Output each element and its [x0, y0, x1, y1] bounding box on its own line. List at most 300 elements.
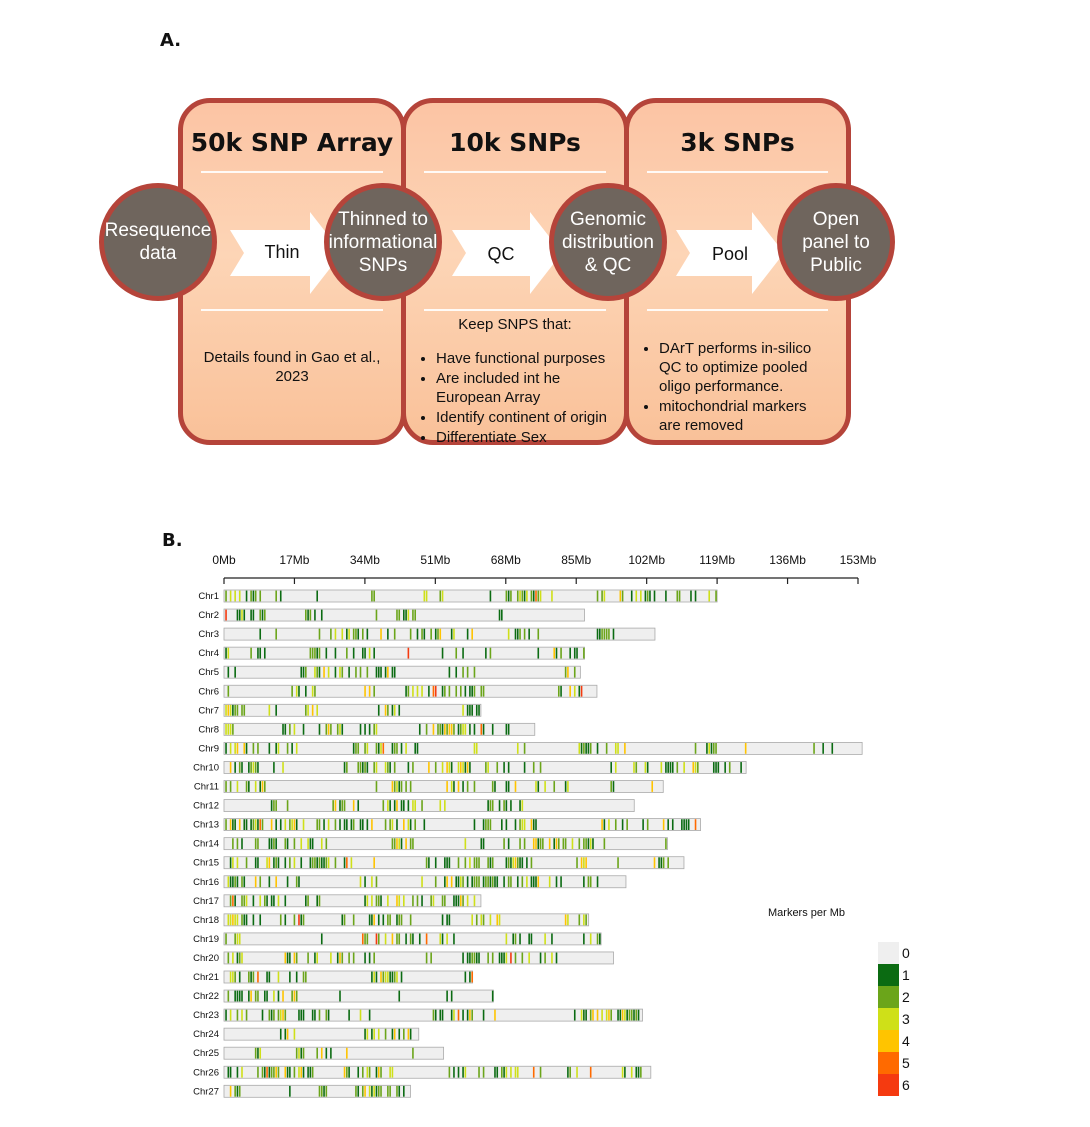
- density-band: [695, 743, 697, 754]
- density-band: [228, 724, 230, 735]
- density-band: [273, 991, 275, 1002]
- density-band: [278, 972, 280, 983]
- density-band: [494, 781, 496, 792]
- density-band: [319, 724, 321, 735]
- density-band: [298, 1067, 300, 1078]
- density-band: [353, 743, 355, 754]
- density-band: [253, 743, 255, 754]
- density-band: [740, 762, 742, 773]
- density-band: [396, 914, 398, 925]
- density-band: [362, 1067, 364, 1078]
- density-band: [624, 1010, 626, 1021]
- density-band: [421, 800, 423, 811]
- density-band: [234, 762, 236, 773]
- density-band: [376, 934, 378, 945]
- density-band: [421, 629, 423, 640]
- density-band: [296, 876, 298, 887]
- density-band: [478, 857, 480, 868]
- density-band: [303, 1048, 305, 1059]
- density-band: [540, 591, 542, 602]
- legend-swatch: [878, 964, 899, 986]
- density-band: [444, 724, 446, 735]
- density-band: [273, 895, 275, 906]
- density-band: [228, 914, 230, 925]
- density-band: [492, 781, 494, 792]
- circle-label: Open panel to Public: [802, 208, 870, 276]
- density-band: [326, 857, 328, 868]
- density-band: [435, 762, 437, 773]
- density-band: [426, 953, 428, 964]
- chromosome-label: Chr5: [198, 667, 219, 679]
- density-band: [499, 953, 501, 964]
- density-band: [230, 1086, 232, 1097]
- density-band: [378, 705, 380, 716]
- density-band: [469, 686, 471, 697]
- density-band: [535, 781, 537, 792]
- density-band: [478, 876, 480, 887]
- density-band: [326, 1010, 328, 1021]
- density-band: [490, 857, 492, 868]
- density-band: [344, 762, 346, 773]
- density-band: [394, 629, 396, 640]
- density-band: [271, 800, 273, 811]
- density-band: [517, 743, 519, 754]
- density-band: [232, 724, 234, 735]
- density-band: [515, 629, 517, 640]
- density-band: [424, 591, 426, 602]
- density-band: [280, 1029, 282, 1040]
- density-band: [225, 781, 227, 792]
- density-band: [430, 895, 432, 906]
- density-band: [250, 648, 252, 659]
- density-band: [446, 914, 448, 925]
- bullet-item: • DArT performs in-silico QC to optimize pooled oligo performance.: [659, 339, 832, 396]
- density-band: [535, 876, 537, 887]
- density-band: [230, 876, 232, 887]
- density-band: [695, 591, 697, 602]
- density-band: [583, 648, 585, 659]
- density-band: [243, 705, 245, 716]
- density-band: [269, 743, 271, 754]
- density-band: [364, 876, 366, 887]
- density-band: [462, 876, 464, 887]
- density-band: [383, 743, 385, 754]
- density-band: [339, 800, 341, 811]
- density-band: [410, 819, 412, 830]
- density-band: [278, 895, 280, 906]
- density-band: [540, 838, 542, 849]
- density-band: [314, 857, 316, 868]
- density-band: [524, 838, 526, 849]
- density-band: [408, 819, 410, 830]
- density-band: [590, 1067, 592, 1078]
- density-band: [467, 895, 469, 906]
- density-band: [392, 934, 394, 945]
- density-band: [405, 686, 407, 697]
- density-band: [326, 648, 328, 659]
- density-band: [617, 743, 619, 754]
- density-band: [314, 1010, 316, 1021]
- density-band: [316, 591, 318, 602]
- density-band: [312, 648, 314, 659]
- density-band: [430, 953, 432, 964]
- density-band: [300, 1048, 302, 1059]
- density-band: [476, 876, 478, 887]
- density-band: [465, 762, 467, 773]
- density-band: [663, 857, 665, 868]
- density-band: [369, 724, 371, 735]
- density-band: [467, 781, 469, 792]
- density-band: [330, 1048, 332, 1059]
- density-band: [239, 591, 241, 602]
- density-band: [230, 1010, 232, 1021]
- density-band: [533, 876, 535, 887]
- density-band: [230, 781, 232, 792]
- density-band: [451, 762, 453, 773]
- density-band: [239, 610, 241, 621]
- density-band: [551, 591, 553, 602]
- density-band: [688, 819, 690, 830]
- density-band: [476, 857, 478, 868]
- density-band: [316, 819, 318, 830]
- density-band: [439, 1010, 441, 1021]
- density-band: [264, 781, 266, 792]
- density-band: [449, 762, 451, 773]
- density-band: [446, 991, 448, 1002]
- density-band: [426, 934, 428, 945]
- density-band: [396, 1086, 398, 1097]
- chromosome-bar: [224, 685, 597, 697]
- density-band: [330, 724, 332, 735]
- density-band: [665, 591, 667, 602]
- density-band: [337, 953, 339, 964]
- density-band: [323, 819, 325, 830]
- density-band: [458, 1067, 460, 1078]
- density-band: [284, 1029, 286, 1040]
- density-band: [266, 972, 268, 983]
- density-band: [392, 781, 394, 792]
- density-band: [255, 762, 257, 773]
- density-band: [506, 724, 508, 735]
- density-band: [257, 743, 259, 754]
- density-band: [535, 819, 537, 830]
- density-band: [337, 724, 339, 735]
- density-band: [307, 610, 309, 621]
- density-band: [250, 610, 252, 621]
- density-band: [745, 743, 747, 754]
- density-band: [310, 857, 312, 868]
- density-band: [357, 629, 359, 640]
- density-band: [248, 762, 250, 773]
- density-band: [369, 1086, 371, 1097]
- density-band: [307, 895, 309, 906]
- density-band: [692, 762, 694, 773]
- density-band: [567, 914, 569, 925]
- density-band: [344, 1067, 346, 1078]
- density-band: [419, 934, 421, 945]
- density-band: [387, 800, 389, 811]
- density-band: [348, 629, 350, 640]
- density-band: [298, 1010, 300, 1021]
- density-band: [439, 629, 441, 640]
- density-band: [389, 1067, 391, 1078]
- density-band: [321, 857, 323, 868]
- density-band: [392, 743, 394, 754]
- density-band: [478, 953, 480, 964]
- density-band: [405, 781, 407, 792]
- density-band: [533, 1067, 535, 1078]
- density-band: [367, 629, 369, 640]
- chromosome-label: Chr19: [193, 933, 219, 945]
- density-band: [458, 724, 460, 735]
- density-band: [387, 914, 389, 925]
- density-band: [471, 686, 473, 697]
- density-band: [271, 1010, 273, 1021]
- density-band: [487, 819, 489, 830]
- density-band: [635, 591, 637, 602]
- density-band: [387, 705, 389, 716]
- density-band: [453, 629, 455, 640]
- density-band: [428, 762, 430, 773]
- density-band: [364, 743, 366, 754]
- density-band: [524, 762, 526, 773]
- density-band: [581, 857, 583, 868]
- density-band: [556, 648, 558, 659]
- density-band: [228, 686, 230, 697]
- density-band: [506, 934, 508, 945]
- density-band: [314, 953, 316, 964]
- density-band: [537, 838, 539, 849]
- density-band: [524, 743, 526, 754]
- legend-swatch: [878, 1052, 899, 1074]
- density-band: [369, 686, 371, 697]
- density-band: [357, 1086, 359, 1097]
- density-band: [410, 629, 412, 640]
- density-band: [622, 819, 624, 830]
- density-band: [665, 762, 667, 773]
- density-band: [467, 953, 469, 964]
- density-band: [683, 762, 685, 773]
- chromosome-label: Chr21: [193, 972, 219, 983]
- card-title-50k: 50k SNP Array: [190, 128, 394, 157]
- density-band: [362, 629, 364, 640]
- density-band: [328, 667, 330, 678]
- density-band: [278, 1067, 280, 1078]
- x-tick-label: 85Mb: [561, 553, 592, 567]
- density-band: [362, 1086, 364, 1097]
- density-band: [512, 857, 514, 868]
- density-band: [241, 705, 243, 716]
- density-band: [376, 743, 378, 754]
- density-band: [387, 1086, 389, 1097]
- density-band: [499, 610, 501, 621]
- density-band: [519, 838, 521, 849]
- density-band: [239, 991, 241, 1002]
- density-band: [506, 953, 508, 964]
- density-band: [275, 743, 277, 754]
- density-band: [316, 895, 318, 906]
- density-band: [237, 857, 239, 868]
- density-band: [253, 895, 255, 906]
- density-band: [300, 838, 302, 849]
- density-band: [410, 934, 412, 945]
- density-band: [383, 800, 385, 811]
- density-band: [496, 876, 498, 887]
- density-band: [620, 591, 622, 602]
- density-band: [316, 648, 318, 659]
- density-band: [588, 876, 590, 887]
- density-band: [303, 914, 305, 925]
- density-band: [228, 705, 230, 716]
- density-band: [230, 1067, 232, 1078]
- density-band: [271, 838, 273, 849]
- density-band: [364, 953, 366, 964]
- density-band: [524, 629, 526, 640]
- density-band: [262, 1067, 264, 1078]
- legend-label: 3: [902, 1011, 910, 1027]
- density-band: [417, 895, 419, 906]
- density-band: [387, 972, 389, 983]
- density-band: [316, 705, 318, 716]
- density-band: [405, 743, 407, 754]
- density-band: [232, 953, 234, 964]
- density-band: [296, 953, 298, 964]
- density-band: [234, 914, 236, 925]
- density-band: [667, 857, 669, 868]
- density-band: [496, 1067, 498, 1078]
- density-band: [255, 591, 257, 602]
- density-band: [383, 914, 385, 925]
- density-band: [724, 762, 726, 773]
- density-band: [280, 591, 282, 602]
- density-band: [551, 934, 553, 945]
- density-band: [453, 934, 455, 945]
- density-band: [246, 743, 248, 754]
- density-band: [715, 743, 717, 754]
- density-band: [442, 1010, 444, 1021]
- density-band: [533, 591, 535, 602]
- density-band: [453, 724, 455, 735]
- density-band: [344, 857, 346, 868]
- density-band: [291, 743, 293, 754]
- density-band: [371, 1029, 373, 1040]
- density-band: [458, 781, 460, 792]
- density-band: [248, 781, 250, 792]
- density-band: [446, 762, 448, 773]
- density-band: [565, 838, 567, 849]
- density-band: [558, 686, 560, 697]
- density-band: [232, 972, 234, 983]
- density-band: [246, 914, 248, 925]
- density-band: [449, 667, 451, 678]
- density-band: [426, 724, 428, 735]
- density-band: [362, 762, 364, 773]
- density-band: [451, 781, 453, 792]
- density-band: [353, 629, 355, 640]
- density-band: [583, 934, 585, 945]
- density-band: [519, 857, 521, 868]
- density-band: [239, 819, 241, 830]
- density-band: [412, 1048, 414, 1059]
- density-band: [264, 1067, 266, 1078]
- density-band: [649, 591, 651, 602]
- density-band: [408, 648, 410, 659]
- density-band: [401, 800, 403, 811]
- density-band: [259, 876, 261, 887]
- density-band: [360, 762, 362, 773]
- density-band: [289, 1067, 291, 1078]
- density-band: [230, 743, 232, 754]
- density-band: [239, 762, 241, 773]
- density-band: [517, 1067, 519, 1078]
- density-band: [389, 972, 391, 983]
- density-band: [323, 857, 325, 868]
- density-band: [264, 895, 266, 906]
- density-band: [321, 1086, 323, 1097]
- density-band: [378, 743, 380, 754]
- density-band: [585, 857, 587, 868]
- density-band: [581, 743, 583, 754]
- density-band: [567, 1067, 569, 1078]
- density-band: [275, 819, 277, 830]
- density-band: [519, 591, 521, 602]
- density-band: [430, 629, 432, 640]
- density-band: [442, 591, 444, 602]
- density-band: [585, 743, 587, 754]
- density-band: [506, 857, 508, 868]
- density-band: [633, 762, 635, 773]
- density-band: [373, 1086, 375, 1097]
- chromosome-label: Chr25: [193, 1048, 219, 1060]
- density-band: [371, 591, 373, 602]
- density-band: [640, 591, 642, 602]
- density-band: [622, 1067, 624, 1078]
- density-band: [583, 838, 585, 849]
- density-band: [296, 743, 298, 754]
- density-band: [234, 991, 236, 1002]
- density-band: [654, 857, 656, 868]
- density-band: [271, 895, 273, 906]
- density-band: [237, 914, 239, 925]
- density-band: [275, 838, 277, 849]
- density-band: [230, 819, 232, 830]
- density-band: [569, 1067, 571, 1078]
- density-band: [522, 591, 524, 602]
- density-band: [232, 914, 234, 925]
- density-band: [344, 819, 346, 830]
- density-band: [408, 610, 410, 621]
- density-band: [294, 1067, 296, 1078]
- density-band: [392, 667, 394, 678]
- density-band: [553, 838, 555, 849]
- density-band: [515, 934, 517, 945]
- density-band: [228, 876, 230, 887]
- density-band: [606, 1010, 608, 1021]
- density-band: [323, 1086, 325, 1097]
- density-band: [633, 1010, 635, 1021]
- density-band: [524, 819, 526, 830]
- x-tick-label: 68Mb: [490, 553, 521, 567]
- density-band: [556, 838, 558, 849]
- density-band: [378, 934, 380, 945]
- density-band: [259, 591, 261, 602]
- arrow-label-thin: Thin: [264, 242, 300, 262]
- density-band: [232, 895, 234, 906]
- density-band: [398, 991, 400, 1002]
- density-band: [255, 991, 257, 1002]
- density-band: [535, 838, 537, 849]
- density-band: [590, 876, 592, 887]
